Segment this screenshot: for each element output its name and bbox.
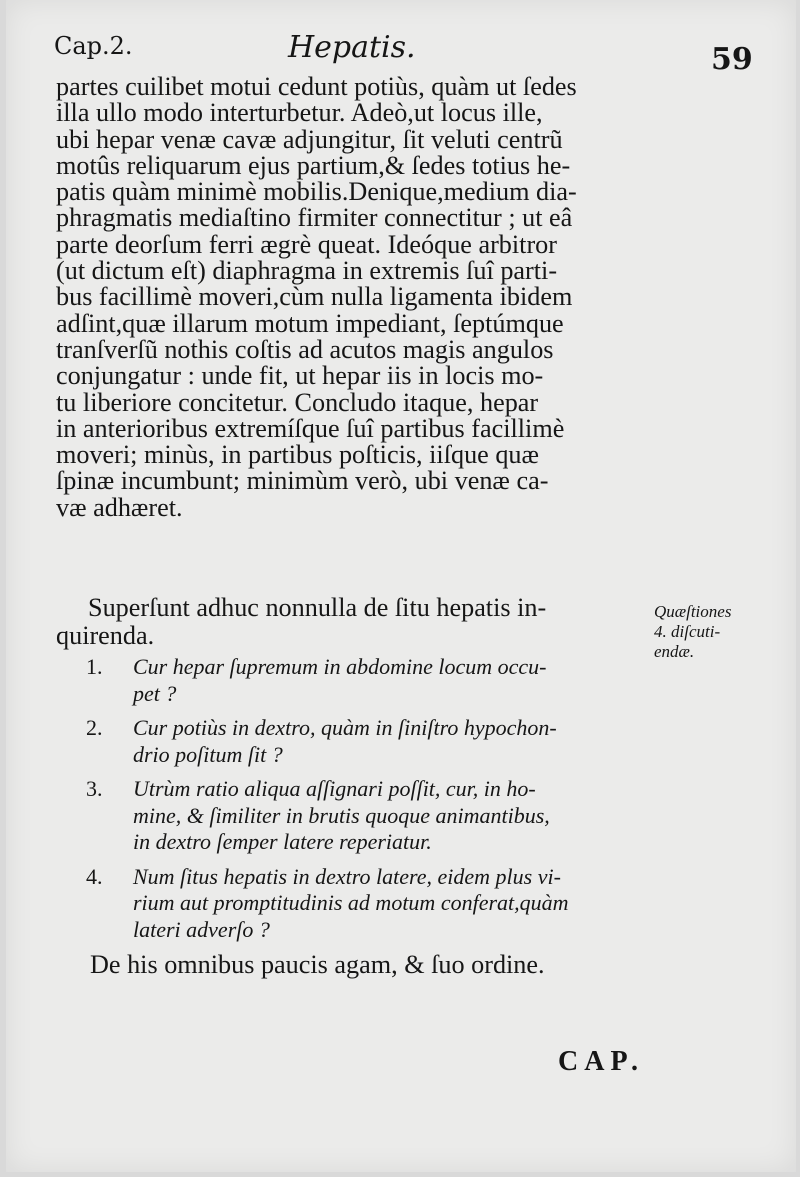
running-head-chapter: Cap.2. <box>54 32 133 60</box>
text-line: endæ. <box>654 642 695 661</box>
book-page <box>6 0 796 1172</box>
question-text <box>133 654 546 707</box>
paragraph-1 <box>56 74 648 521</box>
text-line: Num ſitus hepatis in dextro latere, eidem plus vi- <box>133 863 561 889</box>
text-line: Cur potiùs in dextro, quàm in ſiniſtro hypochon- <box>133 715 557 740</box>
text-line: pet ? <box>133 680 177 706</box>
text-line: ſpinæ incumbunt; minimùm verò, ubi venæ ca- <box>56 466 549 496</box>
question-number: 2. <box>86 715 103 740</box>
closing-sentence: De his omnibus paucis agam, & ſuo ordine. <box>90 950 545 979</box>
paragraph-2 <box>56 594 648 650</box>
margin-note <box>654 602 731 662</box>
question-item <box>86 864 656 944</box>
text-line: bus facillimè moveri,cùm nulla ligamenta ibidem <box>56 282 573 312</box>
text-line: parte deorſum ferri ægrè queat. Ideóque arbitror <box>56 229 557 259</box>
question-item <box>86 715 656 768</box>
text-line: motûs reliquarum ejus partium,& ſedes totius he- <box>56 150 571 180</box>
text-line: Quæſtiones <box>654 602 732 621</box>
question-list <box>86 654 656 951</box>
question-text <box>133 776 550 856</box>
text-line: væ adhæret. <box>56 492 183 522</box>
text-line: ubi hepar venæ cavæ adjungitur, ſit veluti centrũ <box>56 124 563 154</box>
text-line: 4. diſcuti- <box>654 622 721 641</box>
text-line: drio poſitum ſit ? <box>133 741 283 767</box>
question-number: 4. <box>86 863 103 889</box>
text-line: patis quàm minimè mobilis.Denique,medium dia- <box>56 177 577 207</box>
running-head-title: Hepatis. <box>288 30 416 65</box>
text-line: conjungatur : unde fit, ut hepar iis in locis mo- <box>56 361 544 391</box>
text-line: quirenda. <box>56 621 155 650</box>
text-line: illa ullo modo interturbetur. Adeò,ut locus ille, <box>56 98 543 128</box>
text-line: Cur hepar ſupremum in abdomine locum occu- <box>133 654 547 679</box>
catchword: CAP. <box>558 1046 644 1077</box>
text-line: Superſunt adhuc nonnulla de ſitu hepatis in- <box>88 593 547 622</box>
question-number: 1. <box>86 654 103 679</box>
page-number: 59 <box>711 42 753 77</box>
text-line: tu liberiore concitetur. Concludo itaque, hepar <box>56 387 539 417</box>
text-line: partes cuilibet motui cedunt potiùs, quàm ut ſedes <box>56 72 577 101</box>
text-line: phragmatis mediaſtino firmiter connectitur ; ut eâ <box>56 203 573 233</box>
question-text <box>133 715 557 768</box>
question-number: 3. <box>86 776 103 801</box>
text-line: moveri; minùs, in partibus poſticis, iiſque quæ <box>56 440 539 470</box>
text-line: lateri adverſo ? <box>133 916 270 942</box>
text-line: tranſverſũ nothis coſtis ad acutos magis angulos <box>56 334 554 364</box>
text-line: adſint,quæ illarum motum impediant, ſeptúmque <box>56 308 564 338</box>
text-line: in dextro ſemper latere reperiatur. <box>133 829 432 854</box>
question-item <box>86 776 656 856</box>
text-line: mine, & ſimiliter in brutis quoque animantibus, <box>133 802 550 828</box>
text-line: rium aut promptitudinis ad motum conferat,quàm <box>133 890 569 915</box>
text-line: (ut dictum eſt) diaphragma in extremis ſuî parti- <box>56 256 558 286</box>
question-item <box>86 654 656 707</box>
question-text <box>133 864 569 944</box>
text-line: Utrùm ratio aliqua aſſignari poſſit, cur, in ho- <box>133 776 536 801</box>
text-line: in anterioribus extremíſque ſuî partibus facillimè <box>56 413 565 443</box>
